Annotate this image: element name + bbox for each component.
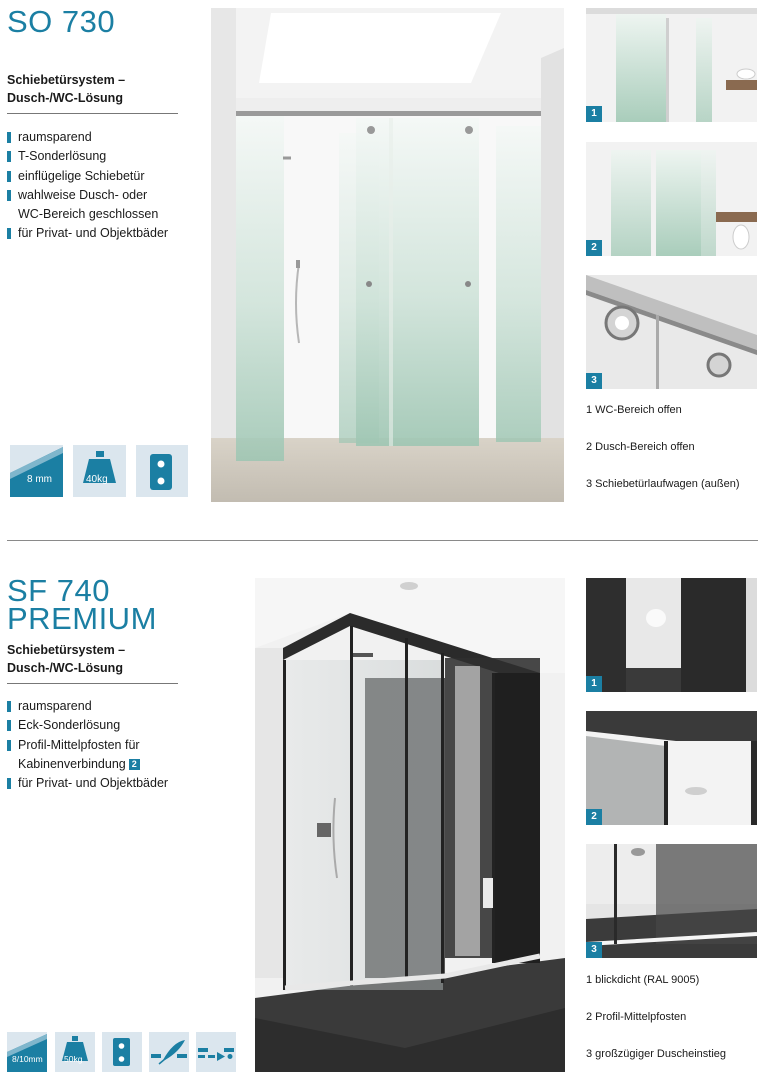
sliding-direction-icon bbox=[196, 1032, 236, 1072]
list-item bbox=[7, 774, 212, 793]
glass-thickness-label: 8/10mm bbox=[12, 1054, 43, 1064]
thumb-photo-2 bbox=[586, 711, 757, 825]
caption-3: 3 Schiebetürlaufwagen (außen) bbox=[586, 478, 740, 490]
list-item bbox=[7, 697, 212, 716]
list-item-text: für Privat- und Objektbäder bbox=[18, 776, 169, 791]
thumb-number-1: 1 bbox=[586, 676, 602, 692]
list-item-text: Eck-Sonderlösung bbox=[18, 718, 121, 733]
thumb-number-1: 1 bbox=[586, 106, 602, 122]
weight-label: 40kg bbox=[86, 474, 108, 485]
thumb-number-2: 2 bbox=[586, 809, 602, 825]
bullet-icon bbox=[7, 171, 11, 182]
list-item-text: Kabinenverbindung bbox=[18, 756, 126, 771]
list-item-text: T-Sonderlösung bbox=[18, 149, 107, 164]
bullet-icon bbox=[7, 720, 11, 731]
glass-thickness-icon bbox=[7, 1032, 47, 1072]
thumb-photo-1 bbox=[586, 578, 757, 692]
weight-label: 50kg bbox=[64, 1054, 83, 1064]
subtitle-line-2: Dusch-/WC-Lösung bbox=[7, 91, 123, 105]
list-item-continuation bbox=[7, 755, 212, 774]
caption-1: 1 WC-Bereich offen bbox=[586, 404, 682, 416]
feature-list bbox=[7, 697, 212, 793]
list-item-text: Profil-Mittelpfosten für bbox=[18, 737, 140, 752]
list-item bbox=[7, 716, 212, 735]
glass-thickness-icon bbox=[10, 445, 63, 497]
bullet-icon bbox=[7, 778, 11, 789]
bullet-icon bbox=[7, 190, 11, 201]
subtitle-line-2: Dusch-/WC-Lösung bbox=[7, 661, 123, 675]
section-divider bbox=[7, 540, 758, 541]
caption-1: 1 blickdicht (RAL 9005) bbox=[586, 974, 700, 986]
reference-badge: 2 bbox=[129, 759, 140, 770]
list-item bbox=[7, 128, 202, 147]
glass-thickness-label: 8 mm bbox=[27, 474, 52, 485]
bullet-icon bbox=[7, 151, 11, 162]
caption-3: 3 großzügiger Duscheinstieg bbox=[586, 1048, 727, 1060]
subtitle-rule bbox=[7, 113, 178, 114]
bullet-icon bbox=[7, 132, 11, 143]
caption-2: 2 Profil-Mittelpfosten bbox=[586, 1011, 687, 1023]
mounting-holes-icon bbox=[102, 1032, 142, 1072]
list-item-text: für Privat- und Objektbäder bbox=[18, 226, 169, 241]
list-item-text: wahlweise Dusch- oder bbox=[18, 187, 148, 202]
bullet-icon bbox=[7, 740, 11, 751]
list-item-text: raumsparend bbox=[18, 699, 92, 713]
thumb-number-3: 3 bbox=[586, 373, 602, 389]
bullet-icon bbox=[7, 228, 11, 239]
list-item bbox=[7, 224, 202, 243]
caption-2: 2 Dusch-Bereich offen bbox=[586, 441, 695, 453]
list-item-continuation bbox=[7, 205, 202, 224]
product-subtitle bbox=[7, 641, 125, 677]
product-subtitle bbox=[7, 71, 125, 107]
product-title-so730: SO 730 bbox=[7, 4, 116, 39]
title-line-1: SF 740 bbox=[7, 573, 110, 608]
list-item-text: einflügelige Schiebetür bbox=[18, 168, 145, 183]
thumb-number-2: 2 bbox=[586, 240, 602, 256]
feature-list bbox=[7, 128, 202, 244]
main-photo-so730 bbox=[211, 8, 564, 502]
subtitle-rule bbox=[7, 683, 178, 684]
mounting-holes-icon bbox=[136, 445, 188, 497]
easy-clean-feather-icon bbox=[149, 1032, 189, 1072]
list-item bbox=[7, 736, 212, 755]
bullet-icon bbox=[7, 701, 11, 712]
list-item bbox=[7, 186, 202, 205]
thumb-number-3: 3 bbox=[586, 942, 602, 958]
list-item bbox=[7, 167, 202, 186]
thumb-photo-2 bbox=[586, 142, 757, 256]
list-item bbox=[7, 147, 202, 166]
subtitle-line-1: Schiebetürsystem – bbox=[7, 643, 126, 657]
product-title-sf740 bbox=[7, 573, 157, 636]
thumb-photo-3 bbox=[586, 844, 757, 958]
weight-icon bbox=[55, 1032, 95, 1072]
thumb-photo-3 bbox=[586, 275, 757, 389]
list-item-text: raumsparend bbox=[18, 130, 92, 144]
main-photo-sf740 bbox=[255, 578, 565, 1072]
list-item-text: WC-Bereich geschlossen bbox=[18, 207, 159, 222]
subtitle-line-1: Schiebetürsystem – bbox=[7, 73, 126, 87]
thumb-photo-1 bbox=[586, 8, 757, 122]
title-line-2: PREMIUM bbox=[7, 601, 157, 636]
weight-icon bbox=[73, 445, 126, 497]
